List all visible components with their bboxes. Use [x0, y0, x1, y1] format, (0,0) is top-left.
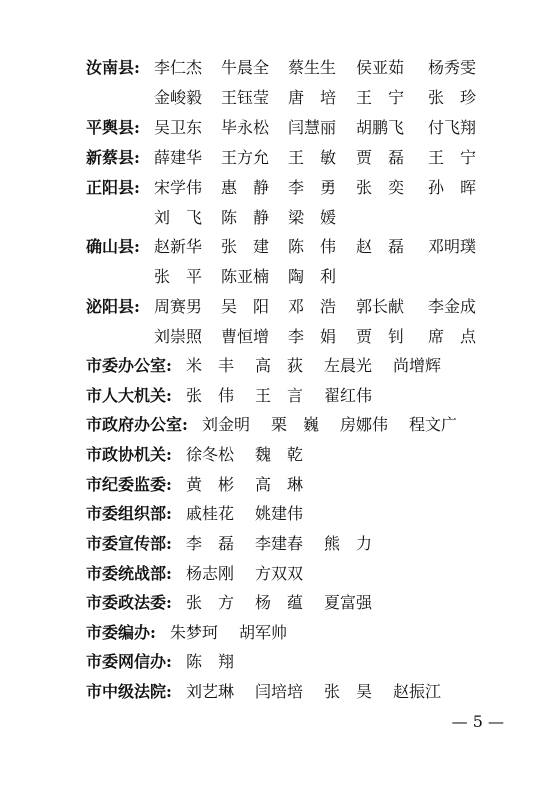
person-name: 李金成	[428, 297, 477, 316]
person-name: 蔡生生	[288, 58, 337, 77]
person-name: 杨志刚	[186, 564, 235, 583]
person-name: 王方允	[221, 148, 270, 167]
person-name: 杨 蕴	[255, 593, 304, 612]
page-number: — 5 —	[451, 712, 504, 731]
person-name: 张 方	[186, 593, 235, 612]
person-name: 姚建伟	[255, 504, 304, 523]
person-name: 牛晨全	[221, 58, 270, 77]
person-name: 陈亚楠	[221, 267, 270, 286]
person-name: 刘艺琳	[186, 682, 235, 701]
person-name: 杨秀雯	[428, 58, 477, 77]
person-name: 薛建华	[154, 148, 203, 167]
person-name: 吴 阳	[221, 297, 270, 316]
person-name: 金峻毅	[154, 88, 203, 107]
person-name: 惠 静	[221, 178, 270, 197]
unit-label: 市委组织部:	[86, 504, 172, 523]
unit-label: 市委宣传部:	[86, 534, 172, 553]
person-name: 贾 磊	[356, 148, 405, 167]
person-name: 高 荻	[255, 356, 304, 375]
person-name: 王 敏	[288, 148, 337, 167]
person-name: 李 磊	[186, 534, 235, 553]
person-name: 李建春	[255, 534, 304, 553]
person-name: 方双双	[255, 564, 304, 583]
unit-label: 市委网信办:	[86, 652, 172, 671]
person-name: 赵 磊	[356, 237, 405, 256]
person-name: 黄 彬	[186, 475, 235, 494]
unit-label: 汝南县:	[86, 58, 140, 77]
person-name: 房娜伟	[340, 415, 389, 434]
person-name: 赵振江	[393, 682, 442, 701]
person-name: 王 宁	[356, 88, 405, 107]
person-name: 熊 力	[324, 534, 373, 553]
person-name: 尚增辉	[393, 356, 442, 375]
person-name: 李 娟	[288, 327, 337, 346]
person-name: 毕永松	[221, 118, 270, 137]
person-name: 李 勇	[288, 178, 337, 197]
person-name: 张 珍	[428, 88, 477, 107]
person-name: 席 点	[428, 327, 477, 346]
person-name: 张 昊	[324, 682, 373, 701]
unit-label: 泌阳县:	[86, 297, 140, 316]
unit-label: 市政协机关:	[86, 445, 172, 464]
unit-label: 市人大机关:	[86, 386, 172, 405]
person-name: 魏 乾	[255, 445, 304, 464]
unit-label: 确山县:	[86, 237, 140, 256]
person-name: 高 琳	[255, 475, 304, 494]
person-name: 胡鹏飞	[356, 118, 405, 137]
person-name: 陈 翔	[186, 652, 235, 671]
person-name: 戚桂花	[186, 504, 235, 523]
person-name: 陶 利	[288, 267, 337, 286]
person-name: 赵新华	[154, 237, 203, 256]
person-name: 夏富强	[324, 593, 373, 612]
person-name: 栗 巍	[271, 415, 320, 434]
unit-label: 市中级法院:	[86, 682, 172, 701]
unit-label: 市委办公室:	[86, 356, 172, 375]
person-name: 张 平	[154, 267, 203, 286]
person-name: 梁 媛	[288, 208, 337, 227]
person-name: 邓 浩	[288, 297, 337, 316]
unit-label: 市纪委监委:	[86, 475, 172, 494]
person-name: 张 建	[221, 237, 270, 256]
person-name: 陈 静	[221, 208, 270, 227]
person-name: 孙 晖	[428, 178, 477, 197]
unit-label: 市委编办:	[86, 623, 156, 642]
person-name: 宋学伟	[154, 178, 203, 197]
person-name: 王 言	[255, 386, 304, 405]
person-name: 闫慧丽	[288, 118, 337, 137]
unit-label: 平舆县:	[86, 118, 140, 137]
person-name: 付飞翔	[428, 118, 477, 137]
person-name: 王钰莹	[221, 88, 270, 107]
person-name: 翟红伟	[324, 386, 373, 405]
person-name: 程文广	[409, 415, 458, 434]
person-name: 左晨光	[324, 356, 373, 375]
person-name: 米 丰	[186, 356, 235, 375]
person-name: 郭长献	[356, 297, 405, 316]
person-name: 邓明璞	[428, 237, 477, 256]
person-name: 胡军帅	[239, 623, 288, 642]
person-name: 侯亚茹	[356, 58, 405, 77]
person-name: 周赛男	[154, 297, 203, 316]
unit-label: 正阳县:	[86, 178, 140, 197]
person-name: 张 奕	[356, 178, 405, 197]
person-name: 陈 伟	[288, 237, 337, 256]
person-name: 吴卫东	[154, 118, 203, 137]
person-name: 闫培培	[255, 682, 304, 701]
unit-label: 市委政法委:	[86, 593, 172, 612]
person-name: 李仁杰	[154, 58, 203, 77]
person-name: 王 宁	[428, 148, 477, 167]
person-name: 曹恒增	[221, 327, 270, 346]
person-name: 刘金明	[202, 415, 251, 434]
person-name: 贾 钊	[356, 327, 405, 346]
person-name: 唐 培	[288, 88, 337, 107]
unit-label: 市委统战部:	[86, 564, 172, 583]
person-name: 徐冬松	[186, 445, 235, 464]
unit-label: 新蔡县:	[86, 148, 140, 167]
person-name: 朱梦珂	[170, 623, 219, 642]
unit-label: 市政府办公室:	[86, 415, 188, 434]
person-name: 张 伟	[186, 386, 235, 405]
person-name: 刘 飞	[154, 208, 203, 227]
person-name: 刘崇照	[154, 327, 203, 346]
